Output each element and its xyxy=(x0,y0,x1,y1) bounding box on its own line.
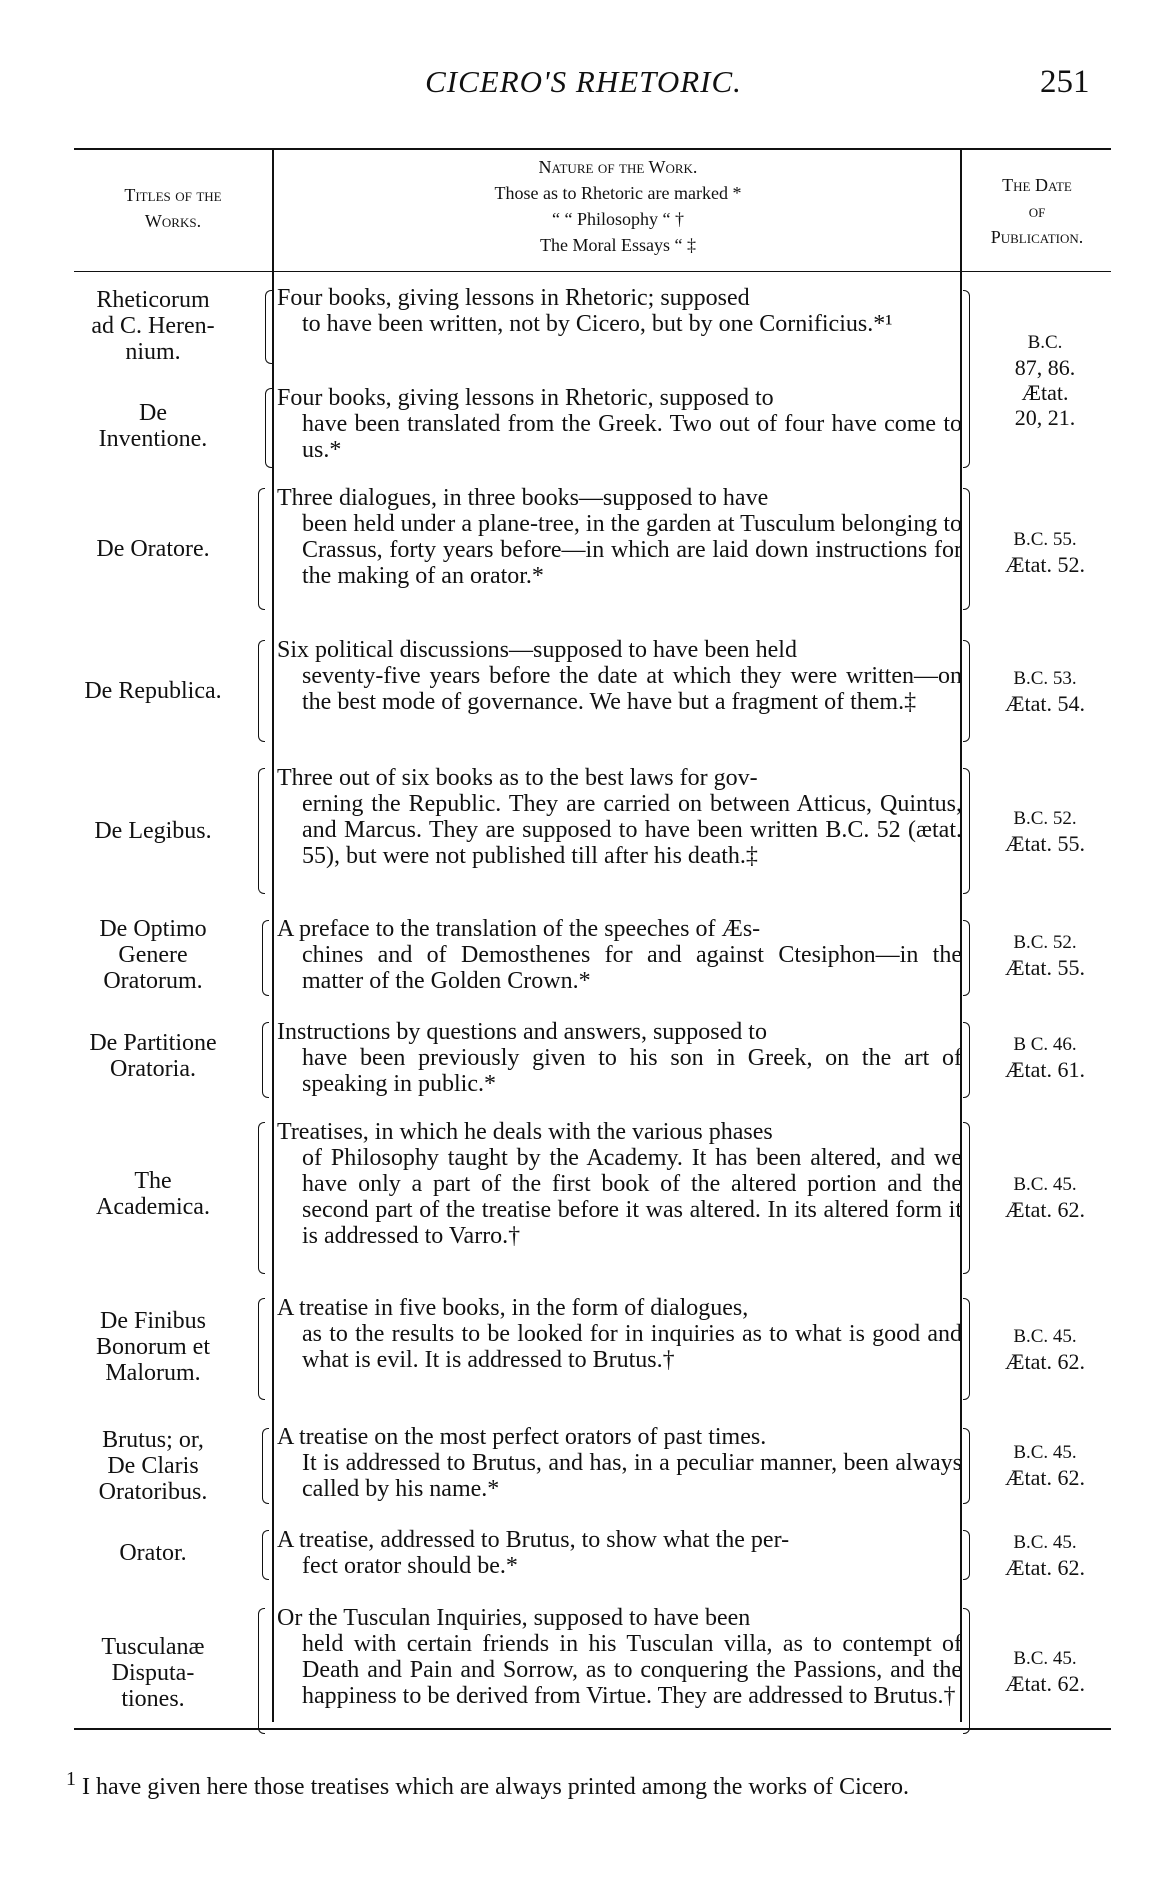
date-aetat: Ætat. 62. xyxy=(1004,1197,1086,1222)
work-description xyxy=(277,1527,962,1579)
column-head-titles-line: Titles of the xyxy=(124,185,222,205)
publication-date xyxy=(980,930,1110,980)
work-title-line: Oratoribus. xyxy=(98,1479,208,1505)
work-description-first-line: Four books, giving lessons in Rhetoric, supposed to xyxy=(277,385,774,411)
work-description xyxy=(277,385,962,463)
work-title xyxy=(68,818,238,844)
column-divider-left xyxy=(272,150,274,1722)
right-brace xyxy=(963,1428,970,1504)
work-description-first-line: Three dialogues, in three books—supposed to have xyxy=(277,485,769,511)
publication-date xyxy=(980,666,1110,716)
date-bc: B.C. 45. xyxy=(1013,1174,1077,1195)
work-description-continuation: held with certain friends in his Tusculan villa, as to contempt of Death and Pain and Sorrow, as to conquering the Passions, and the happiness to be derived from Virtue. They are addressed to Brutus.† xyxy=(302,1631,962,1709)
publication-date xyxy=(980,1440,1110,1490)
work-title xyxy=(68,678,238,704)
publication-date xyxy=(980,330,1110,430)
publication-date xyxy=(980,806,1110,856)
work-description xyxy=(277,1605,962,1709)
work-title xyxy=(68,536,238,562)
work-description xyxy=(277,1019,962,1097)
work-title-line: De Partitione xyxy=(89,1030,217,1056)
work-title-line: De Optimo xyxy=(99,916,207,942)
work-description-continuation: have been previously given to his son in Greek, on the art of speaking in public.* xyxy=(302,1045,962,1097)
publication-date xyxy=(980,1324,1110,1374)
left-brace xyxy=(258,1608,265,1734)
work-description-continuation: of Philosophy taught by the Academy. It has been altered, and we have only a part of the first book of the altered portion and the second part of the treatise before it was altered. In its altered form it is addressed to Varro.† xyxy=(302,1145,962,1249)
work-title-line: Inventione. xyxy=(98,426,208,452)
column-head-nature xyxy=(276,154,960,258)
date-aetat: Ætat. 54. xyxy=(1004,691,1086,716)
work-description-first-line: Three out of six books as to the best laws for gov- xyxy=(277,765,758,791)
left-brace xyxy=(265,290,272,364)
publication-date xyxy=(980,1530,1110,1580)
publication-date xyxy=(980,1032,1110,1082)
work-title-line: Tusculanæ xyxy=(101,1634,205,1660)
work-title-line: Malorum. xyxy=(105,1360,201,1386)
date-bc: B C. 46. xyxy=(1013,1034,1077,1055)
right-brace xyxy=(963,920,970,996)
running-head-title: CICERO'S RHETORIC. xyxy=(425,64,742,99)
work-description-first-line: A preface to the translation of the speeches of Æs- xyxy=(277,916,761,942)
work-description-first-line: A treatise, addressed to Brutus, to show what the per- xyxy=(277,1527,790,1553)
work-description-first-line: Or the Tusculan Inquiries, supposed to have been xyxy=(277,1605,751,1631)
date-bc: B.C. 45. xyxy=(1013,1532,1077,1553)
right-brace xyxy=(963,1530,970,1580)
right-brace xyxy=(963,768,970,894)
work-description-continuation: been held under a plane-tree, in the garden at Tusculum belonging to Crassus, forty years before—in which are laid down instructions for the making of an orator.* xyxy=(302,511,962,589)
right-brace xyxy=(963,488,970,610)
work-description-continuation: chines and of Demosthenes for and against Ctesiphon—in the matter of the Golden Crown.* xyxy=(302,942,962,994)
left-brace xyxy=(265,388,272,468)
date-aetat: Ætat. 55. xyxy=(1004,955,1086,980)
work-description-first-line: A treatise in five books, in the form of dialogues, xyxy=(277,1295,749,1321)
left-brace xyxy=(258,1122,265,1274)
right-brace xyxy=(963,290,970,468)
work-description-continuation: to have been written, not by Cicero, but by one Cornificius.*¹ xyxy=(302,311,893,337)
table-top-rule xyxy=(74,148,1111,150)
work-description-first-line: Four books, giving lessons in Rhetoric; supposed xyxy=(277,285,750,311)
column-head-nature-title: Nature of the Work. xyxy=(538,157,698,177)
date-year: 87, 86. xyxy=(1014,355,1076,380)
right-brace xyxy=(963,1022,970,1098)
column-head-date-line: Publication. xyxy=(990,227,1084,247)
left-brace xyxy=(258,640,265,742)
left-brace xyxy=(258,1298,265,1400)
work-title xyxy=(68,1634,238,1712)
date-aetat: Ætat. xyxy=(1021,380,1069,405)
work-description-first-line: A treatise on the most perfect orators of past times. xyxy=(277,1424,767,1450)
table-bottom-rule xyxy=(74,1728,1111,1730)
right-brace xyxy=(963,640,970,742)
work-description-first-line: Treatises, in which he deals with the various phases xyxy=(277,1119,773,1145)
date-bc: B.C. 55. xyxy=(1013,529,1077,550)
date-aetat: 20, 21. xyxy=(1014,405,1076,430)
column-head-date-line: of xyxy=(1028,201,1046,221)
work-title-line: Rheticorum xyxy=(96,287,210,313)
work-description xyxy=(277,765,962,869)
column-head-nature-line: Those as to Rhetoric are marked * xyxy=(494,183,742,203)
date-aetat: Ætat. 62. xyxy=(1004,1555,1086,1580)
left-brace xyxy=(262,1428,269,1504)
work-title-line: De xyxy=(139,400,167,426)
footnote xyxy=(66,1766,1116,1800)
column-head-titles xyxy=(74,182,272,234)
work-title-line: Oratoria. xyxy=(110,1056,196,1082)
date-aetat: Ætat. 52. xyxy=(1004,552,1086,577)
date-bc: B.C. 45. xyxy=(1013,1648,1077,1669)
left-brace xyxy=(258,768,265,894)
work-title-line: De Finibus xyxy=(99,1308,206,1334)
left-brace xyxy=(262,920,269,996)
right-brace xyxy=(963,1298,970,1400)
work-description-first-line: Six political discussions—supposed to have been held xyxy=(277,637,797,663)
work-description xyxy=(277,637,962,715)
work-title-line: De Legibus. xyxy=(94,818,212,844)
work-title-line: Oratorum. xyxy=(103,968,203,994)
work-title xyxy=(68,1308,238,1386)
publication-date xyxy=(980,527,1110,577)
publication-date xyxy=(980,1646,1110,1696)
left-brace xyxy=(262,1022,269,1098)
date-bc: B.C. 45. xyxy=(1013,1326,1077,1347)
work-title-line: Genere xyxy=(118,942,188,968)
publication-date xyxy=(980,1172,1110,1222)
right-brace xyxy=(963,1122,970,1274)
table-header-rule xyxy=(74,271,1111,272)
work-description xyxy=(277,1424,962,1502)
footnote-text: I have given here those treatises which are always printed among the works of Cicero. xyxy=(82,1774,910,1800)
work-title-line: ad C. Heren- xyxy=(91,313,215,339)
work-title-line: Brutus; or, xyxy=(102,1427,204,1453)
work-title-line: Bonorum et xyxy=(96,1334,210,1360)
column-head-nature-line: The Moral Essays “ ‡ xyxy=(540,235,696,255)
work-title-line: The xyxy=(134,1168,172,1194)
date-bc: B.C. 52. xyxy=(1013,932,1077,953)
work-description xyxy=(277,1295,962,1373)
work-title-line: nium. xyxy=(125,339,181,365)
work-description xyxy=(277,285,962,337)
work-description xyxy=(277,916,962,994)
date-aetat: Ætat. 61. xyxy=(1004,1057,1086,1082)
work-title-line: De Claris xyxy=(107,1453,199,1479)
work-description-continuation: erning the Republic. They are carried on between Atticus, Quintus, and Marcus. They are supposed to have been written B.C. 52 (ætat. 55), but were not published till after his death.‡ xyxy=(302,791,962,869)
work-title-line: tiones. xyxy=(121,1686,185,1712)
work-title xyxy=(68,1030,238,1082)
work-title xyxy=(68,287,238,365)
work-title-line: Academica. xyxy=(96,1194,210,1220)
work-title-line: Orator. xyxy=(119,1540,187,1566)
work-title xyxy=(68,916,238,994)
work-description-continuation: seventy-five years before the date at which they were written—on the best mode of governance. We have but a fragment of them.‡ xyxy=(302,663,962,715)
column-head-date xyxy=(962,172,1112,250)
column-head-titles-line: Works. xyxy=(144,211,202,231)
date-bc: B.C. 53. xyxy=(1013,668,1077,689)
work-title xyxy=(68,1168,238,1220)
left-brace xyxy=(258,488,265,610)
date-bc: B.C. 45. xyxy=(1013,1442,1077,1463)
right-brace xyxy=(963,1608,970,1734)
work-title-line: De Republica. xyxy=(84,678,222,704)
column-head-nature-line: “ “ Philosophy “ † xyxy=(552,209,684,229)
work-description-continuation: as to the results to be looked for in inquiries as to what is good and what is evil. It is addressed to Brutus.† xyxy=(302,1321,962,1373)
date-aetat: Ætat. 62. xyxy=(1004,1465,1086,1490)
work-description-continuation: fect orator should be.* xyxy=(302,1553,518,1579)
work-description-first-line: Instructions by questions and answers, supposed to xyxy=(277,1019,767,1045)
work-title xyxy=(68,1427,238,1505)
work-title xyxy=(68,400,238,452)
date-bc: B.C. xyxy=(1027,332,1063,353)
work-title-line: Disputa- xyxy=(111,1660,195,1686)
date-aetat: Ætat. 55. xyxy=(1004,831,1086,856)
date-aetat: Ætat. 62. xyxy=(1004,1349,1086,1374)
page-number: 251 xyxy=(1040,64,1090,100)
work-title-line: De Oratore. xyxy=(96,536,210,562)
left-brace xyxy=(262,1530,269,1580)
work-description xyxy=(277,485,962,589)
date-bc: B.C. 52. xyxy=(1013,808,1077,829)
work-description xyxy=(277,1119,962,1249)
work-title xyxy=(68,1540,238,1566)
work-description-continuation: have been translated from the Greek. Two out of four have come to us.* xyxy=(302,411,962,463)
column-head-date-line: The Date xyxy=(1002,175,1072,195)
footnote-mark: 1 xyxy=(66,1768,76,1790)
date-aetat: Ætat. 62. xyxy=(1004,1671,1086,1696)
work-description-continuation: It is addressed to Brutus, and has, in a peculiar manner, been always called by his name.* xyxy=(302,1450,962,1502)
